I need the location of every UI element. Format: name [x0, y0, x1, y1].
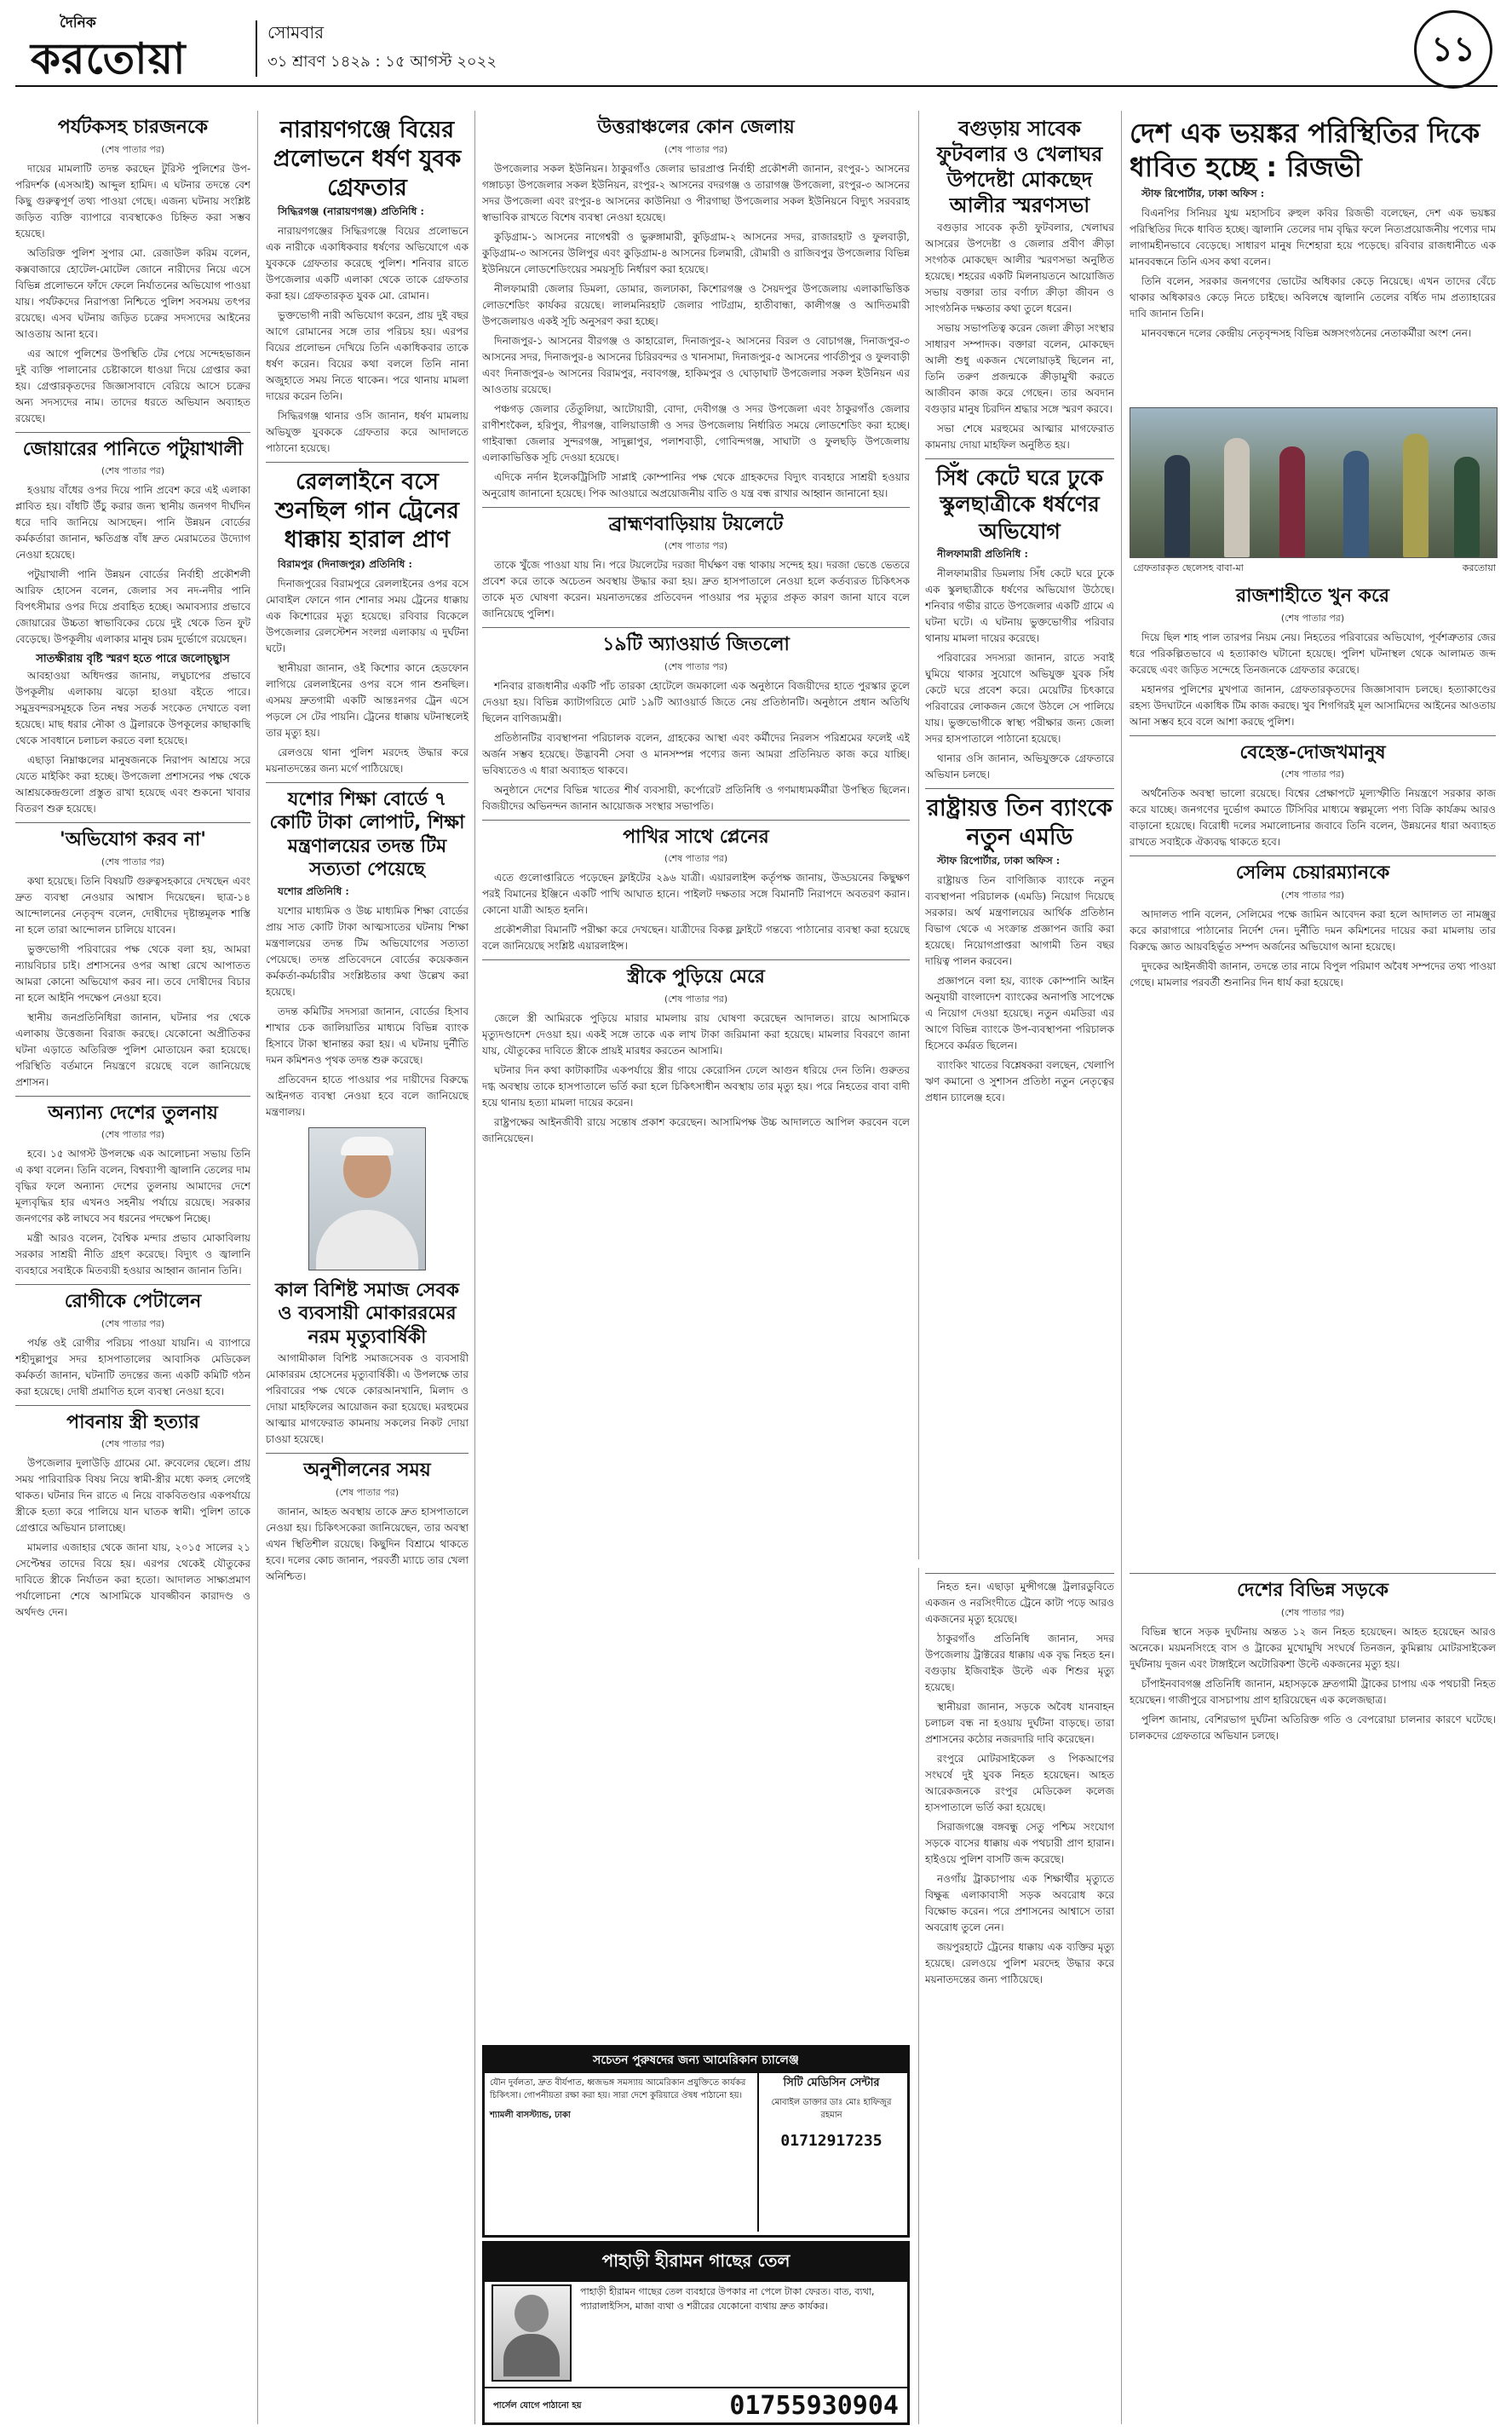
headline: পাখির সাথে প্লেনের [623, 826, 769, 848]
column-5-accidents [1130, 1568, 1496, 2424]
paragraph: এছাড়া নিম্নাঞ্চলের মানুষজনকে নিরাপদ আশ্রয়ে সরে যেতে মাইকিং করা হচ্ছে। উপজেলা প্রশাসনের পক্ষ থেকে আশ্রয়কেন্দ্রগুলো প্রস্তুত রাখা হয়েছে এবং শুকনো খাবার বিতরণ শুরু হয়েছে। [15, 754, 250, 815]
paragraph: পর্যন্ত ওই রোগীর পরিচয় পাওয়া যায়নি। এ ব্যাপারে শহীদুল্লাপুর সদর হাসপাতালের আবাসিক মেডিকেল কর্মকর্তা জানান, ঘটনাটি তদন্তের জন্য একটি কমিটি গঠন করা হয়েছে। দোষী প্রমাণিত হলে ব্যবস্থা নেওয়া হবে। [15, 1336, 250, 1397]
column-divider [1121, 111, 1122, 2424]
subheadline: সাতক্ষীরায় বৃষ্টি স্মরণ হতে পারে জলোচ্ছ্বাস [36, 653, 230, 665]
paragraph: দিনাজপুরের বিরামপুরে রেললাইনের ওপর বসে মোবাইল ফোনে গান শোনার সময় ট্রেনের ধাক্কায় এক কিশোরের মৃত্যু হয়েছে। রবিবার বিকেলে উপজেলার রেলস্টেশন সংলগ্ন এলাকায় এ দুর্ঘটনা ঘটে। [266, 577, 469, 654]
paragraph: কথা হয়েছে। তিনি বিষয়টি গুরুত্বসহকারে দেখছেন এবং দ্রুত ব্যবস্থা নেওয়ার আশ্বাস দিয়েছেন। ছাত্র-১৪ আন্দোলনের নেতৃবৃন্দ বলেন, দোষীদের দৃষ্টান্তমূলক শাস্তি না হলে তারা আন্দোলন চালিয়ে যাবেন। [15, 874, 250, 936]
paragraph: রাষ্ট্রপক্ষের আইনজীবী রায়ে সন্তোষ প্রকাশ করেছেন। আসামিপক্ষ উচ্চ আদালতে আপিল করবেন বলে জানিয়েছেন। [482, 1115, 910, 1144]
divider [15, 432, 250, 433]
photo-figure [1224, 438, 1250, 557]
continued-note: (শেষ পাতার পর) [1280, 612, 1345, 624]
paragraph: জেলে স্ত্রী আমিরকে পুড়িয়ে মারার মামলায় রায় ঘোষণা করেছেন আদালত। রায়ে আসামিকে মৃত্যুদণ্ডাদেশ দেওয়া হয়। একই সঙ্গে তাকে এক লাখ টাকা জরিমানা করা হয়েছে। মামলার বিবরণে জানা যায়, যৌতুকের দাবিতে স্ত্রীকে প্রায়ই মারধর করতেন আসামি। [482, 1011, 910, 1057]
masthead-separator [256, 20, 257, 77]
continued-note: (শেষ পাতার পর) [335, 1486, 400, 1498]
photo-figure [1343, 451, 1369, 557]
ad-footer: পার্সেল যোগে পাঠানো হয় [493, 2400, 582, 2411]
headline: রাষ্ট্রায়ত্ত তিন ব্যাংকে নতুন এমডি [927, 794, 1112, 850]
byline: নীলফামারী প্রতিনিধি : [937, 547, 1028, 560]
divider [482, 507, 910, 508]
ad-footer-bar [485, 2387, 907, 2422]
paragraph: মামলার এজাহার থেকে জানা যায়, ২০১৫ সালের ২১ সেপ্টেম্বর তাদের বিয়ে হয়। এরপর থেকেই যৌতুকের দাবিতে স্ত্রীকে নির্যাতন করা হতো। আদালত সাক্ষ্যপ্রমাণ পর্যালোচনা শেষে আসামিকে যাবজ্জীবন কারাদণ্ড ও অর্থদণ্ড দেন। [15, 1541, 250, 1619]
masthead [15, 9, 1498, 102]
paragraph: নিহত হন। এছাড়া মুন্সীগঞ্জে ট্রলারডুবিতে একজন ও নরসিংদীতে ট্রেনে কাটা পড়ে আরও একজনের মৃত্যু হয়েছে। [925, 1581, 1114, 1625]
paragraph: কুড়িগ্রাম-১ আসনের নাগেশ্বরী ও ভুরুঙ্গামারী, কুড়িগ্রাম-২ আসনের সদর, রাজারহাট ও ফুলবাড়ী, কুড়িগ্রাম-৩ আসনের উলিপুর এবং কুড়িগ্রাম-৪ আসনের চিলমারী, রৌমারী ও রাজিবপুর উপজেলার বিভিন্ন ইউনিয়নে লোডশেডিংয়ের সময়সূচি নির্ধারণ করা হয়েছে। [482, 230, 910, 275]
byline: সিদ্ধিরগঞ্জ (নারায়ণগঞ্জ) প্রতিনিধি : [278, 205, 424, 218]
continued-note: (শেষ পাতার পর) [101, 465, 165, 476]
ad-footer: শ্যামলী বাসস্ট্যান্ড, ঢাকা [490, 2111, 571, 2120]
paragraph: হওয়ায় বাঁধের ওপর দিয়ে পানি প্রবেশ করে এই এলাকা প্লাবিত হয়। বাঁধটি উঁচু করার জন্য স্থানীয় জনগণ দীর্ঘদিন ধরে দাবি জানিয়ে আসছেন। পানি উন্নয়ন বোর্ডের কর্মকর্তারা জানান, ক্ষতিগ্রস্ত বাঁধ দ্রুত মেরামতের উদ্যোগ নেওয়া হয়েছে। [15, 484, 250, 561]
divider [1130, 1573, 1496, 1574]
ad-text: পাহাড়ী হীরামন গাছের তেল ব্যবহারে উপকার না পেলে টাকা ফেরত। বাত, ব্যথা, প্যারালাইসিস, মাজা ব্যথা ও শরীরের যেকোনো ব্যথায় দ্রুত কার্যকর। [580, 2286, 875, 2312]
paragraph: সিরাজগঞ্জে বঙ্গবন্ধু সেতু পশ্চিম সংযোগ সড়কে বাসের ধাক্কায় এক পথচারী প্রাণ হারান। হাইওয়ে পুলিশ বাসটি জব্দ করেছে। [925, 1821, 1114, 1865]
divider [925, 1573, 1114, 1574]
paragraph: প্রজ্ঞাপনে বলা হয়, ব্যাংক কোম্পানি আইন অনুযায়ী বাংলাদেশ ব্যাংকের অনাপত্তি সাপেক্ষে এ নিয়োগ দেওয়া হয়েছে। নতুন এমডিরা এর আগে বিভিন্ন ব্যাংকে উপ-ব্যবস্থাপনা পরিচালক হিসেবে কর্মরত ছিলেন। [925, 975, 1114, 1052]
paragraph: স্থানীয়রা জানান, সড়কে অবৈধ যানবাহন চলাচল বন্ধ না হওয়ায় দুর্ঘটনা বাড়ছে। তারা প্রশাসনের কঠোর নজরদারি দাবি করেছেন। [925, 1701, 1114, 1745]
continued-note: (শেষ পাতার পর) [1280, 1606, 1345, 1618]
divider [1130, 735, 1496, 736]
headline: যশোর শিক্ষা বোর্ডে ৭ কোটি টাকা লোপাট, শিক্ষা মন্ত্রণালয়ের তদন্ত টিম সত্যতা পেয়েছে [269, 788, 465, 880]
headline: রোগীকে পেটালেন [64, 1291, 202, 1313]
paragraph: এর আগে পুলিশের উপস্থিতি টের পেয়ে সন্দেহভাজন দুই ব্যক্তি পালানোর চেষ্টাকালে ধাওয়া দিয়ে গ্রেপ্তার করা হয়। গ্রেপ্তারকৃতদের জিজ্ঞাসাবাদে বেরিয়ে আসে চক্রের অন্য সদস্যদের নাম। তাদের ধরতে অভিযান অব্যাহত রয়েছে। [15, 347, 250, 424]
page-number-badge: ১১ [1414, 10, 1492, 89]
headline: 'অভিযোগ করব না' [59, 829, 207, 851]
byline: বিরামপুর (দিনাজপুর) প্রতিনিধি : [278, 557, 412, 570]
ad-side-title: সিটি মেডিসিন সেন্টার [783, 2077, 880, 2089]
paragraph: জানান, আহত অবস্থায় তাকে দ্রুত হাসপাতালে নেওয়া হয়। চিকিৎসকেরা জানিয়েছেন, তার অবস্থা এখন স্থিতিশীল রয়েছে। কিছুদিন বিশ্রামে থাকতে হবে। দলের কোচ জানান, পরবর্তী ম্যাচে তার খেলা অনিশ্চিত। [266, 1505, 469, 1582]
ad-title: সচেতন পুরুষদের জন্য আমেরিকান চ্যালেঞ্জ [485, 2048, 907, 2073]
paragraph: উপজেলার দুলাউড়ি গ্রামের মো. রুবেলের ছেলে। প্রায় সময় পারিবারিক বিষয় নিয়ে স্বামী-স্ত্রীর মধ্যে কলহ লেগেই থাকত। ঘটনার দিন রাতে এ নিয়ে বাকবিতণ্ডার একপর্যায়ে স্ত্রীকে হত্যা করে পালিয়ে যান ঘাতক স্বামী। পুলিশ তাকে গ্রেপ্তারে অভিযান চালাচ্ছে। [15, 1457, 250, 1535]
byline: স্টাফ রিপোর্টার, ঢাকা অফিস : [937, 855, 1061, 867]
divider [925, 788, 1114, 789]
divider [15, 1284, 250, 1285]
byline: স্টাফ রিপোর্টার, ঢাকা অফিস : [1141, 187, 1265, 199]
ad-phone[interactable]: 01755930904 [729, 2390, 899, 2421]
paragraph: পঞ্চগড় জেলার তেঁতুলিয়া, আটোয়ারী, বোদা, দেবীগঞ্জ ও সদর উপজেলা এবং ঠাকুরগাঁও জেলার রাণীশংকৈল, হরিপুর, পীরগঞ্জ, বালিয়াডাঙ্গী ও সদর উপজেলায় নির্ধারিত সময়ে লোডশেডিং করা হচ্ছে। গাইবান্ধা জেলার সুন্দরগঞ্জ, সাদুল্লাপুর, পলাশবাড়ী, গোবিন্দগঞ্জ, সাঘাটা ও ফুলছড়ি উপজেলায় এলাকাভিত্তিক সূচি দেওয়া হয়েছে। [482, 402, 910, 464]
paragraph: আদালত পানি বলেন, সেলিমের পক্ষে জামিন আবেদন করা হলে আদালত তা নামঞ্জুর করে কারাগারে পাঠানোর নির্দেশ দেন। দুর্নীতি দমন কমিশনের দায়ের করা মামলায় তার বিরুদ্ধে জ্ঞাত আয়বহির্ভূত সম্পদ অর্জনের অভিযোগ আনা হয়েছে। [1130, 907, 1496, 953]
headline: জোয়ারের পানিতে পটুয়াখালী [22, 438, 244, 460]
ad-side-text: মোবাইল ডাক্তার ডাঃ মোঃ হাফিজুর রহমান [771, 2098, 892, 2120]
logo-small-text: দৈনিক [60, 14, 96, 32]
headline: দেশের বিভিন্ন সড়কে [1236, 1580, 1388, 1601]
headline: ব্রাহ্মণবাড়িয়ায় টয়লেটে [608, 513, 784, 535]
paragraph: আবহাওয়া অধিদপ্তর জানায়, লঘুচাপের প্রভাবে উপকূলীয় এলাকায় ঝড়ো হাওয়া বইতে পারে। সমুদ্রবন্দরসমূহকে তিন নম্বর সতর্ক সংকেত দেখাতে বলা হয়েছে। মাছ ধরার নৌকা ও ট্রলারকে উপকূলের কাছাকাছি থেকে সাবধানে চলাচল করতে বলা হয়েছে। [15, 670, 250, 747]
newspaper-logo: করতোয়া [31, 33, 187, 84]
ad-american-challenge[interactable] [482, 2045, 910, 2238]
paragraph: স্থানীয়রা জানান, ওই কিশোর কানে হেডফোন লাগিয়ে রেললাইনের ওপর বসে গান শুনছিল। এসময় দ্রুতগামী একটি আন্তঃনগর ট্রেন এসে পড়লে সে টের পায়নি। ট্রেনের ধাক্কায় ঘটনাস্থলেই তার মৃত্যু হয়। [266, 661, 469, 739]
continued-note: (শেষ পাতার পর) [1280, 769, 1345, 780]
column-4-bottom [925, 1568, 1114, 2424]
headline: সেলিম চেয়ারম্যানকে [1235, 862, 1390, 884]
ad-right [757, 2073, 904, 2232]
paragraph: পুলিশ জানায়, বেশিরভাগ দুর্ঘটনা অতিরিক্ত গতি ও বেপরোয়া চালনার কারণে ঘটেছে। চালকদের গ্রেফতারে অভিযান চলছে। [1130, 1713, 1496, 1742]
column-1 [15, 111, 250, 2424]
headline: রেললাইনে বসে শুনছিল গান ট্রেনের ধাক্কায় হারাল প্রাণ [275, 469, 459, 553]
paragraph: আগামীকাল বিশিষ্ট সমাজসেবক ও ব্যবসায়ী মোকাররম হোসেনের মৃত্যুবার্ষিকী। এ উপলক্ষে তার পরিবারের পক্ষ থেকে কোরআনখানি, মিলাদ ও দোয়া মাহফিলের আয়োজন করা হয়েছে। মরহুমের আত্মার মাগফেরাত কামনায় সকলের নিকট দোয়া চাওয়া হয়েছে। [266, 1352, 469, 1445]
headline: স্ত্রীকে পুড়িয়ে মেরে [627, 966, 765, 988]
paragraph: বিভিন্ন স্থানে সড়ক দুর্ঘটনায় অন্তত ১২ জন নিহত হয়েছেন। আহত হয়েছেন আরও অনেকে। ময়মনসিংহে বাস ও ট্রাকের মুখোমুখি সংঘর্ষে তিনজন, কুমিল্লায় মোটরসাইকেল দুর্ঘটনায় দুজন এবং টাঙ্গাইলে অটোরিকশা উল্টে একজনের মৃত্যু হয়। [1130, 1625, 1496, 1670]
ad-product-figure-body [503, 2334, 560, 2376]
byline: যশোর প্রতিনিধি : [278, 884, 349, 897]
continued-note: (শেষ পাতার পর) [664, 143, 728, 155]
headline: পর্যটকসহ চারজনকে [57, 117, 209, 138]
continued-note: (শেষ পাতার পর) [664, 853, 728, 864]
ad-product-figure-head [515, 2295, 549, 2332]
paragraph: অর্থনৈতিক অবস্থা ভালো রয়েছে। বিশ্বের প্রেক্ষাপটে মূল্যস্ফীতি নিয়ন্ত্রণে সরকার কাজ করে যাচ্ছে। জনগণের দুর্ভোগ কমাতে টিসিবির মাধ্যমে স্বল্পমূল্যে পণ্য বিক্রি কার্যক্রম আরও বাড়ানো হয়েছে। বিরোধী দলের সমালোচনার জবাবে তিনি বলেন, উন্নয়নের ধারা অব্যাহত রাখতে সবাইকে ঐক্যবদ্ধ থাকতে হবে। [1130, 787, 1496, 848]
headline: বগুড়ায় সাবেক ফুটবলার ও খেলাঘর উপদেষ্টা মোকছেদ আলীর স্মরণসভা [936, 117, 1103, 217]
paragraph: ভুক্তভোগী পরিবারের পক্ষ থেকে বলা হয়, আমরা ন্যায়বিচার চাই। প্রশাসনের ওপর আস্থা রেখে আপাতত আমরা কোনো অভিযোগ করব না। তবে দোষীদের বিচার না হলে আইনি পদক্ষেপ নেওয়া হবে। [15, 942, 250, 1004]
divider [1130, 855, 1496, 856]
paragraph: দায়ের মামলাটি তদন্ত করছেন টুরিস্ট পুলিশের উপ-পরিদর্শক (এসআই) আব্দুল হামিদ। এ ঘটনার তদন্তে বেশ কিছু গুরুত্বপূর্ণ তথ্য পাওয়া গেছে। এজন্য ঘটনায় সংশ্লিষ্ট জড়িত ব্যক্তি ব্যাপারে ব্যবস্থাকেও চিহ্নিত করা সম্ভব হয়েছে। [15, 162, 250, 239]
paragraph: দুদকের আইনজীবী জানান, তদন্তে তার নামে বিপুল পরিমাণ অবৈধ সম্পদের তথ্য পাওয়া গেছে। মামলার পরবর্তী শুনানির দিন ধার্য করা হয়েছে। [1130, 959, 1496, 988]
divider [15, 1405, 250, 1406]
headline: সিঁধ কেটে ঘরে ঢুকে স্কুলছাত্রীকে ধর্ষণের অভিযোগ [935, 465, 1103, 544]
photo-figure [1403, 434, 1429, 557]
paragraph: তিনি বলেন, সরকার জনগণের ভোটের অধিকার কেড়ে নিয়েছে। এখন তাদের বেঁচে থাকার অধিকারও কেড়ে নিতে চাইছে। অবিলম্বে জ্বালানি তেলের বর্ধিত দাম প্রত্যাহারের দাবি জানান তিনি। [1130, 275, 1496, 320]
portrait-holder [266, 1127, 469, 1272]
continued-note: (শেষ পাতার পর) [664, 993, 728, 1005]
column-divider [918, 1568, 919, 2424]
column-divider [474, 111, 475, 2424]
paragraph: ঘটনার দিন কথা কাটাকাটির একপর্যায়ে স্ত্রীর গায়ে কেরোসিন ঢেলে আগুন ধরিয়ে দেন তিনি। গুরুতর দগ্ধ অবস্থায় তাকে হাসপাতালে ভর্তি করা হলে চিকিৎসাধীন অবস্থায় তার মৃত্যু হয়। পরে নিহতের বাবা বাদী হয়ে থানায় হত্যা মামলা দায়ের করেন। [482, 1063, 910, 1109]
paragraph: থানার ওসি জানান, অভিযুক্তকে গ্রেফতারে অভিযান চলছে। [925, 752, 1114, 781]
paragraph: নওগাঁয় ট্রাকচাপায় এক শিক্ষার্থীর মৃত্যুতে বিক্ষুব্ধ এলাকাবাসী সড়ক অবরোধ করে বিক্ষোভ করেন। পরে প্রশাসনের আশ্বাসে তারা অবরোধ তুলে নেন। [925, 1873, 1114, 1933]
paragraph: ঠাকুরগাঁও প্রতিনিধি জানান, সদর উপজেলায় ট্রাক্টরের ধাক্কায় এক বৃদ্ধ নিহত হন। বগুড়ায় ইজিবাইক উল্টে এক শিশুর মৃত্যু হয়েছে। [925, 1633, 1114, 1693]
masthead-bar [15, 9, 1498, 87]
paragraph: প্রকৌশলীরা বিমানটি পরীক্ষা করে দেখছেন। যাত্রীদের বিকল্প ফ্লাইটে গন্তব্যে পাঠানোর ব্যবস্থা করা হয়েছে বলে জানিয়েছে সংশ্লিষ্ট এয়ারলাইন্স। [482, 924, 910, 952]
column-5-bottom [1130, 579, 1496, 1559]
column-divider [918, 111, 919, 1559]
paragraph: নীলফামারী জেলার ডিমলা, ডোমার, জলঢাকা, কিশোরগঞ্জ ও সৈয়দপুর উপজেলায় এলাকাভিত্তিক লোডশেডিং কার্যকর রয়েছে। লালমনিরহাট জেলার পাটগ্রাম, হাতীবান্ধা, কালীগঞ্জ ও আদিতমারী উপজেলায়ও একই সূচি অনুসরণ করা হচ্ছে। [482, 282, 910, 327]
paragraph: প্রতিবেদন হাতে পাওয়ার পর দায়ীদের বিরুদ্ধে আইনগত ব্যবস্থা নেওয়া হবে বলে জানিয়েছে মন্ত্রণালয়। [266, 1073, 469, 1118]
ad-left [485, 2073, 757, 2232]
paragraph: ব্যাংকিং খাতের বিশ্লেষকরা বলছেন, খেলাপি ঋণ কমানো ও সুশাসন প্রতিষ্ঠা নতুন নেতৃত্বের প্রধান চ্যালেঞ্জ হবে। [925, 1059, 1114, 1104]
headline: নারায়ণগঞ্জে বিয়ের প্রলোভনে ধর্ষণ যুবক গ্রেফতার [273, 117, 462, 201]
paragraph: পরিবারের সদস্যরা জানান, রাতে সবাই ঘুমিয়ে থাকার সুযোগে অভিযুক্ত যুবক সিঁধ কেটে ঘরে প্রবেশ করে। মেয়েটির চিৎকারে পরিবারের লোকজন জেগে উঠলে সে পালিয়ে যায়। ভুক্তভোগীকে স্বাস্থ্য পরীক্ষার জন্য জেলা সদর হাসপাতালে পাঠানো হয়েছে। [925, 651, 1114, 745]
paragraph: সিদ্ধিরগঞ্জ থানার ওসি জানান, ধর্ষণ মামলায় অভিযুক্ত যুবককে গ্রেফতার করে আদালতে পাঠানো হয়েছে। [266, 410, 469, 455]
column-3 [482, 111, 910, 2036]
paragraph: স্থানীয় জনপ্রতিনিধিরা জানান, ঘটনার পর থেকে এলাকায় উত্তেজনা বিরাজ করছে। যেকোনো অপ্রীতিকর ঘটনা এড়াতে অতিরিক্ত পুলিশ মোতায়েন করা হয়েছে। পরিস্থিতি বর্তমানে নিয়ন্ত্রণে রয়েছে বলে জানিয়েছে প্রশাসন। [15, 1011, 250, 1088]
continued-note: (শেষ পাতার পর) [101, 143, 165, 155]
ad-text: যৌন দুর্বলতা, দ্রুত বীর্যপাত, ধ্বজভঙ্গ সমস্যায় আমেরিকান প্রযুক্তিতে কার্যকর চিকিৎসা। গোপনীয়তা রক্ষা করা হয়। সারা দেশে কুরিয়ারে ঔষধ পাঠানো হয়। [490, 2078, 746, 2100]
continued-note: (শেষ পাতার পর) [664, 540, 728, 551]
paragraph: নারায়ণগঞ্জের সিদ্ধিরগঞ্জে বিয়ের প্রলোভনে এক নারীকে একাধিকবার ধর্ষণের অভিযোগে এক যুবককে গ্রেফতার করেছে পুলিশ। শনিবার রাতে উপজেলার একটি এলাকা থেকে তাকে গ্রেফতার করা হয়। গ্রেফতারকৃত যুবক মো. রোমান। [266, 225, 469, 302]
paragraph: এদিকে নর্দান ইলেকট্রিসিটি সাপ্লাই কোম্পানির পক্ষ থেকে গ্রাহকদের বিদ্যুৎ ব্যবহারে সাশ্রয়ী হওয়ার অনুরোধ জানানো হয়েছে। পিক আওয়ারে অপ্রয়োজনীয় বাতি ও যন্ত্র বন্ধ রাখার আহ্বান জানানো হয়। [482, 470, 910, 499]
masthead-date: ৩১ শ্রাবণ ১৪২৯ : ১৫ আগস্ট ২০২২ [267, 53, 497, 71]
portrait-cap [341, 1137, 394, 1155]
paragraph: রাষ্ট্রায়ত্ত তিন বাণিজ্যিক ব্যাংকে নতুন ব্যবস্থাপনা পরিচালক (এমডি) নিয়োগ দিয়েছে সরকার। অর্থ মন্ত্রণালয়ের আর্থিক প্রতিষ্ঠান বিভাগ থেকে এ সংক্রান্ত প্রজ্ঞাপন জারি করা হয়েছে। নিয়োগপ্রাপ্তরা আগামী তিন বছর দায়িত্ব পালন করবেন। [925, 874, 1114, 968]
divider [482, 627, 910, 628]
headline: ১৯টি অ্যাওয়ার্ড জিতলো [602, 634, 790, 655]
paragraph: প্রতিষ্ঠানটির ব্যবস্থাপনা পরিচালক বলেন, গ্রাহকের আস্থা এবং কর্মীদের নিরলস পরিশ্রমের ফলেই এই অর্জন সম্ভব হয়েছে। উদ্ভাবনী সেবা ও মানসম্পন্ন পণ্যের জন্য আমরা প্রতিনিয়ত কাজ করে যাচ্ছি। ভবিষ্যতেও এ ধারা অব্যাহত থাকবে। [482, 731, 910, 776]
divider [266, 782, 469, 783]
divider [266, 462, 469, 463]
column-4 [925, 111, 1114, 1559]
paragraph: তদন্ত কমিটির সদস্যরা জানান, বোর্ডের হিসাব শাখার চেক জালিয়াতির মাধ্যমে বিভিন্ন ব্যাংক হিসাবে টাকা স্থানান্তর করা হয়। এ ঘটনায় দুর্নীতি দমন কমিশনও পৃথক তদন্ত শুরু করেছে। [266, 1005, 469, 1066]
headline: কাল বিশিষ্ট সমাজ সেবক ও ব্যবসায়ী মোকাররমের নরম মৃত্যুবার্ষিকী [274, 1279, 460, 1348]
photo-credit: করতোয়া [1462, 562, 1496, 573]
paragraph: উপজেলার সকল ইউনিয়ন। ঠাকুরগাঁও জেলার ভারপ্রাপ্ত নির্বাহী প্রকৌশলী জানান, রংপুর-১ আসনের গঙ্গাচড়া উপজেলার সকল ইউনিয়ন, রংপুর-২ আসনের বদরগঞ্জ ও তারাগঞ্জ উপজেলা, রংপুর-৩ আসনের সদর উপজেলা এবং রংপুর-৪ আসনের কাউনিয়া ও পীরগাছা উপজেলার সকল ইউনিয়নে বিদ্যুৎ সরবরাহ স্বাভাবিক রাখতে বিশেষ ব্যবস্থা নেওয়া হয়েছে। [482, 162, 910, 223]
paragraph: সভায় সভাপতিত্ব করেন জেলা ক্রীড়া সংস্থার সাধারণ সম্পাদক। বক্তারা বলেন, মোকছেদ আলী শুধু একজন খেলোয়াড়ই ছিলেন না, তিনি তরুণ প্রজন্মকে ক্রীড়ামুখী করতে আজীবন কাজ করে গেছেন। তার অবদান বগুড়ার মানুষ চিরদিন শ্রদ্ধার সঙ্গে স্মরণ করবে। [925, 322, 1114, 415]
continued-note: (শেষ পাতার পর) [101, 1317, 165, 1329]
ad-hiramon-oil[interactable] [482, 2241, 910, 2425]
ad-product-image [492, 2284, 572, 2382]
paragraph: অতিরিক্ত পুলিশ সুপার মো. রেজাউল করিম বলেন, কক্সবাজারে হোটেল-মোটেল জোনে নারীদের নিয়ে এসে বিভিন্ন প্রলোভনে ফাঁদে ফেলে নির্যাতনের অভিযোগ পাওয়া যায়। পর্যটকদের নিরাপত্তা নিশ্চিতে পুলিশ সবসময় তৎপর রয়েছে। এসব ঘটনায় জড়িত চক্রের সদস্যদের আইনের আওতায় আনা হবে। [15, 246, 250, 340]
paragraph: বিএনপির সিনিয়র যুগ্ম মহাসচিব রুহুল কবির রিজভী বলেছেন, দেশ এক ভয়ঙ্কর পরিস্থিতির দিকে ধাবিত হচ্ছে। জ্বালানি তেলের দাম বৃদ্ধির ফলে নিত্যপ্রয়োজনীয় পণ্যের দাম লাগামহীনভাবে বেড়েছে। সাধারণ মানুষ দিশেহারা হয়ে পড়েছে। রবিবার রাজধানীতে এক মানববন্ধনে তিনি এসব কথা বলেন। [1130, 207, 1496, 268]
photo-figure [1164, 455, 1190, 557]
headline: রাজশাহীতে খুন করে [1236, 585, 1389, 607]
paragraph: ভুক্তভোগী নারী অভিযোগ করেন, প্রায় দুই বছর আগে রোমানের সঙ্গে তার পরিচয় হয়। এরপর বিয়ের প্রলোভন দেখিয়ে তিনি একাধিকবার তাকে ধর্ষণ করেন। বিয়ের কথা বললে তিনি নানা অজুহাতে সময় নিতে থাকেন। পরে থানায় মামলা দায়ের করেন তিনি। [266, 309, 469, 403]
paragraph: চাঁপাইনবাবগঞ্জ প্রতিনিধি জানান, মহাসড়কে দ্রুতগামী ট্রাকের চাপায় এক পথচারী নিহত হয়েছেন। গাজীপুরে বাসচাপায় প্রাণ হারিয়েছেন এক কলেজছাত্র। [1130, 1677, 1496, 1706]
headline: দেশ এক ভয়ঙ্কর পরিস্থিতির দিকে ধাবিত হচ্ছে : রিজভী [1130, 117, 1480, 183]
paragraph: বগুড়ার সাবেক কৃতী ফুটবলার, খেলাঘর আসরের উপদেষ্টা ও জেলার প্রবীণ ক্রীড়া সংগঠক মোকছেদ আলীর স্মরণসভা অনুষ্ঠিত হয়েছে। শহরের একটি মিলনায়তনে আয়োজিত সভায় বক্তারা তার বর্ণাঢ্য ক্রীড়া জীবন ও সাংগঠনিক দক্ষতার কথা তুলে ধরেন। [925, 222, 1114, 314]
paragraph: মন্ত্রী আরও বলেন, বৈশ্বিক মন্দার প্রভাব মোকাবিলায় সরকার সাশ্রয়ী নীতি গ্রহণ করেছে। বিদ্যুৎ ও জ্বালানি ব্যবহারে সবাইকে মিতব্যয়ী হওয়ার আহ্বান জানান তিনি। [15, 1232, 250, 1277]
paragraph: দিনাজপুর-১ আসনের বীরগঞ্জ ও কাহারোল, দিনাজপুর-২ আসনের বিরল ও বোচাগঞ্জ, দিনাজপুর-৩ আসনের সদর, দিনাজপুর-৪ আসনের চিরিরবন্দর ও খানসামা, দিনাজপুর-৫ আসনের পার্বতীপুর ও ফুলবাড়ী এবং দিনাজপুর-৬ আসনের বিরামপুর, নবাবগঞ্জ, হাকিমপুর ও ঘোড়াঘাট উপজেলার সকল ইউনিয়ন এর আওতায় রয়েছে। [482, 334, 910, 395]
portrait-body [316, 1210, 418, 1270]
paragraph: তাকে খুঁজে পাওয়া যায় নি। পরে টয়লেটের দরজা দীর্ঘক্ষণ বন্ধ থাকায় সন্দেহ হয়। দরজা ভেঙে ভেতরে প্রবেশ করে তাকে অচেতন অবস্থায় উদ্ধার করা হয়। দ্রুত হাসপাতালে নেওয়া হলে কর্তব্যরত চিকিৎসক তাকে মৃত ঘোষণা করেন। ময়নাতদন্তের প্রতিবেদন পাওয়ার পর মৃত্যুর প্রকৃত কারণ জানা যাবে বলে জানিয়েছে পুলিশ। [482, 559, 910, 619]
paragraph: অনুষ্ঠানে দেশের বিভিন্ন খাতের শীর্ষ ব্যবসায়ী, কর্পোরেট প্রতিনিধি ও গণমাধ্যমকর্মীরা উপস্থিত ছিলেন। বিজয়ীদের অভিনন্দন জানান আয়োজক সংস্থার সভাপতি। [482, 783, 910, 812]
divider [15, 1096, 250, 1097]
photo-figure [1279, 446, 1305, 557]
paragraph: সভা শেষে মরহুমের আত্মার মাগফেরাত কামনায় দোয়া মাহফিল অনুষ্ঠিত হয়। [925, 423, 1114, 451]
continued-note: (শেষ পাতার পর) [101, 1129, 165, 1141]
paragraph: দিয়ে ছিল শাহ পাল তারপর নিয়ম নেয়। নিহতের পরিবারের অভিযোগ, পূর্বশত্রুতার জের ধরে পরিকল্পিতভাবে এ হত্যাকাণ্ড ঘটানো হয়েছে। পুলিশ ঘটনাস্থল থেকে আলামত জব্দ করেছে এবং জড়িত সন্দেহে তিনজনকে গ্রেফতার করেছে। [1130, 631, 1496, 676]
headline: অন্যান্য দেশের তুলনায় [48, 1102, 218, 1124]
masthead-day: সোমবার [267, 22, 325, 43]
photo-caption: গ্রেফতারকৃত ছেলেসহ বাবা-মা [1133, 562, 1244, 573]
headline: পাবনায় স্ত্রী হত্যার [66, 1411, 199, 1433]
paragraph: মহানগর পুলিশের মুখপাত্র জানান, গ্রেফতারকৃতদের জিজ্ঞাসাবাদ চলছে। হত্যাকাণ্ডের রহস্য উদঘাটনে একাধিক টিম কাজ করছে। খুব শিগগিরই মূল আসামিদের আইনের আওতায় আনা সম্ভব হবে বলে আশা করছে পুলিশ। [1130, 683, 1496, 728]
paragraph: পটুয়াখালী পানি উন্নয়ন বোর্ডের নির্বাহী প্রকৌশলী আরিফ হোসেন বলেন, জেলার সব নদ-নদীর পানি বিপৎসীমার ওপর দিয়ে প্রবাহিত হচ্ছে। অমাবস্যার প্রভাবে জোয়ারের উচ্চতা স্বাভাবিকের চেয়ে দুই থেকে তিন ফুট বেড়েছে। উপকূলীয় এলাকার মানুষ চরম দুর্ভোগে রয়েছেন। [15, 568, 250, 645]
divider [15, 822, 250, 823]
paragraph: শনিবার রাজধানীর একটি পাঁচ তারকা হোটেলে জমকালো এক অনুষ্ঠানে বিজয়ীদের হাতে পুরস্কার তুলে দেওয়া হয়। বিভিন্ন ক্যাটাগরিতে মোট ১৯টি অ্যাওয়ার্ড জিতে নেয় প্রতিষ্ঠানটি। অনুষ্ঠানে প্রধান অতিথি ছিলেন বাণিজ্যমন্ত্রী। [482, 679, 910, 724]
continued-note: (শেষ পাতার পর) [1280, 889, 1345, 901]
divider [482, 959, 910, 960]
headline: অনুশীলনের সময় [303, 1460, 431, 1481]
divider [482, 820, 910, 821]
paragraph: রংপুরে মোটরসাইকেল ও পিকআপের সংঘর্ষে দুই যুবক নিহত হয়েছেন। আহত আরেকজনকে রংপুর মেডিকেল কলেজ হাসপাতালে ভর্তি করা হয়েছে। [925, 1753, 1114, 1813]
paragraph: জয়পুরহাটে ট্রেনের ধাক্কায় এক ব্যক্তির মৃত্যু হয়েছে। রেলওয়ে পুলিশ মরদেহ উদ্ধার করে ময়নাতদন্তের জন্য পাঠিয়েছে। [925, 1941, 1114, 1985]
column-2 [266, 111, 469, 2424]
continued-note: (শেষ পাতার পর) [664, 660, 728, 672]
headline: বেহেস্ত-দোজখমানুষ [1239, 741, 1386, 763]
column-divider [257, 111, 258, 2424]
ad-title: পাহাড়ী হীরামন গাছের তেল [485, 2244, 907, 2282]
paragraph: মানববন্ধনে দলের কেন্দ্রীয় নেতৃবৃন্দসহ বিভিন্ন অঙ্গসংগঠনের নেতাকর্মীরা অংশ নেন। [1141, 327, 1472, 339]
divider [266, 1453, 469, 1454]
divider [925, 458, 1114, 459]
news-photo [1130, 407, 1498, 558]
paragraph: রেলওয়ে থানা পুলিশ মরদেহ উদ্ধার করে ময়নাতদন্তের জন্য মর্গে পাঠিয়েছে। [266, 746, 469, 775]
photo-figure [1454, 457, 1480, 557]
ad-body [575, 2281, 900, 2383]
ad-phone[interactable]: 01712917235 [780, 2132, 882, 2150]
continued-note: (শেষ পাতার পর) [101, 855, 165, 867]
paragraph: যশোর মাধ্যমিক ও উচ্চ মাধ্যমিক শিক্ষা বোর্ডের প্রায় সাত কোটি টাকা আত্মসাতের ঘটনায় শিক্ষা মন্ত্রণালয়ের তদন্ত টিম অভিযোগের সত্যতা পেয়েছে। তদন্ত প্রতিবেদনে বোর্ডের কয়েকজন কর্মকর্তা-কর্মচারীর সংশ্লিষ্টতার কথা উল্লেখ করা হয়েছে। [266, 904, 469, 998]
paragraph: এতে গুলোপ্তারিতে পড়েছেন ফ্লাইটের ২৯৬ যাত্রী। এয়ারলাইন্স কর্তৃপক্ষ জানায়, উড্ডয়নের কিছুক্ষণ পরই বিমানের ইঞ্জিনে একটি পাখি আঘাত হানে। পাইলট দক্ষতার সঙ্গে বিমানটি নিরাপদে অবতরণ করান। কোনো যাত্রী আহত হননি। [482, 872, 910, 916]
paragraph: নীলফামারীর ডিমলায় সিঁধ কেটে ঘরে ঢুকে এক স্কুলছাত্রীকে ধর্ষণের অভিযোগ উঠেছে। শনিবার গভীর রাতে উপজেলার একটি গ্রামে এ ঘটনা ঘটে। এ ঘটনায় ভুক্তভোগীর পরিবার থানায় মামলা দায়ের করেছে। [925, 567, 1114, 644]
headline: উত্তরাঞ্চলের কোন জেলায় [597, 117, 795, 138]
obituary-portrait [308, 1127, 426, 1270]
continued-note: (শেষ পাতার পর) [101, 1438, 165, 1450]
paragraph: হবে। ১৫ আগস্ট উপলক্ষে এক আলোচনা সভায় তিনি এ কথা বলেন। তিনি বলেন, বিশ্বব্যাপী জ্বালানি তেলের দাম বৃদ্ধির ফলে অন্যান্য দেশের তুলনায় আমাদের দেশে মূল্যবৃদ্ধির হার এখনও সহনীয় পর্যায়ে রয়েছে। সরকার জনগণের কষ্ট লাঘবে সব ধরনের পদক্ষেপ নিচ্ছে। [15, 1148, 250, 1225]
